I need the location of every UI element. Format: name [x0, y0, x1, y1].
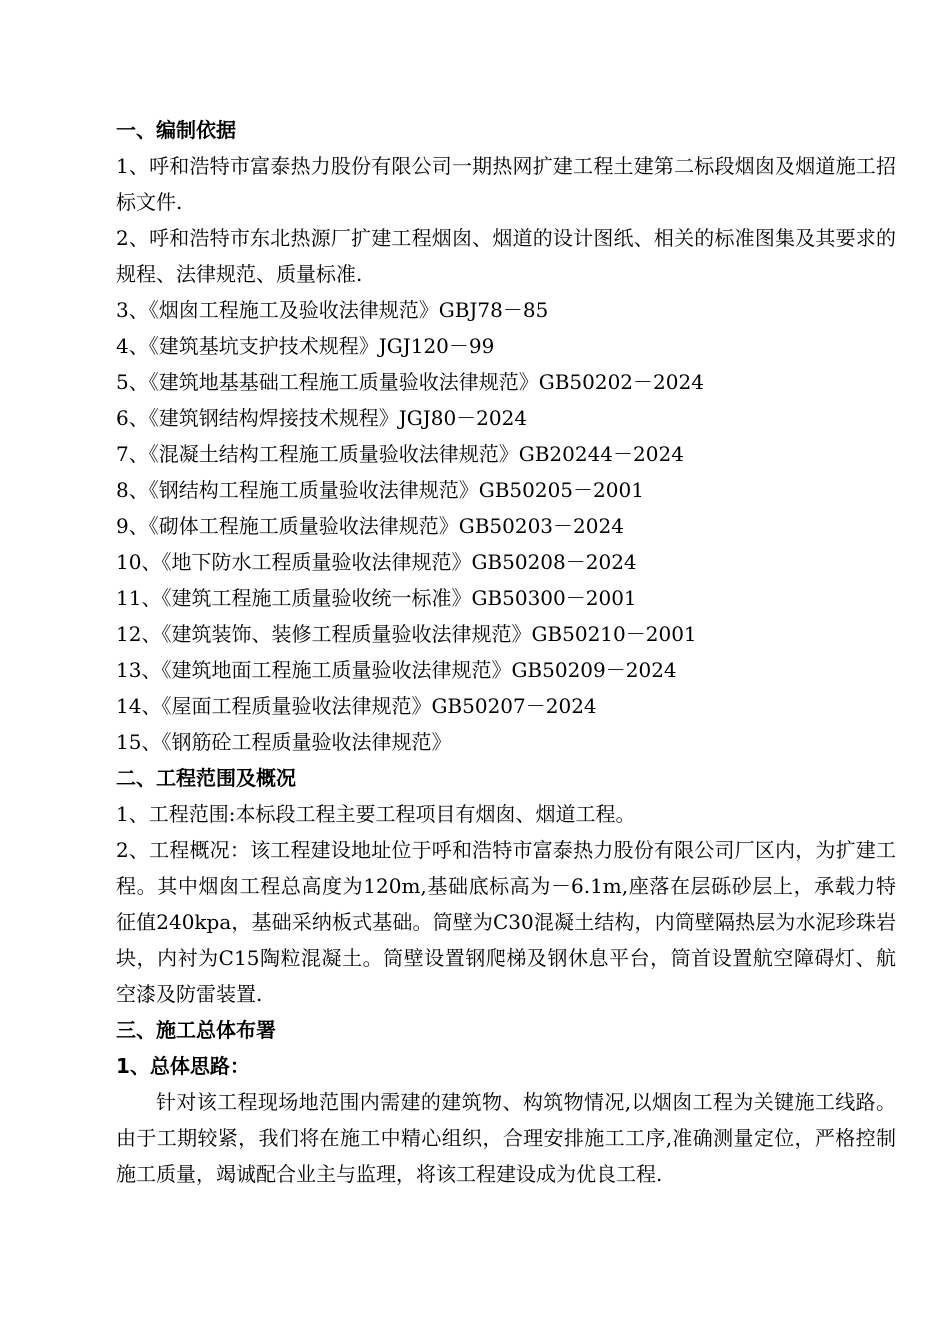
list-item: 9、《砌体工程施工质量验收法律规范》GB50203－2024	[116, 514, 624, 538]
scope-item-1: 1、工程范围:本标段工程主要工程项目有烟囱、烟道工程。	[116, 802, 636, 826]
standards-list	[116, 292, 896, 760]
list-item: 14、《屋面工程质量验收法律规范》GB50207－2024	[116, 694, 597, 718]
list-item: 3、《烟囱工程施工及验收法律规范》GBJ78－85	[116, 298, 549, 322]
section-heading-deployment: 三、施工总体布署	[116, 1018, 276, 1042]
document-page	[116, 112, 896, 1192]
list-item: 7、《混凝土结构工程施工质量验收法律规范》GB20244－2024	[116, 442, 684, 466]
section-heading-scope: 二、工程范围及概况	[116, 766, 296, 790]
list-item: 13、《建筑地面工程施工质量验收法律规范》GB50209－2024	[116, 658, 677, 682]
basis-item-2: 2、呼和浩特市东北热源厂扩建工程烟囱、烟道的设计图纸、相关的标准图集及其要求的规程、法律规范、质量标准.	[116, 226, 896, 286]
list-item: 11、《建筑工程施工质量验收统一标准》GB50300－2001	[116, 586, 637, 610]
list-item: 8、《钢结构工程施工质量验收法律规范》GB50205－2001	[116, 478, 644, 502]
basis-item-1: 1、呼和浩特市富泰热力股份有限公司一期热网扩建工程土建第二标段烟囱及烟道施工招标文件.	[116, 154, 896, 214]
subsection-heading-approach: 1、总体思路：	[116, 1054, 250, 1078]
list-item: 6、《建筑钢结构焊接技术规程》JGJ80－2024	[116, 406, 528, 430]
list-item: 10、《地下防水工程质量验收法律规范》GB50208－2024	[116, 550, 637, 574]
list-item: 5、《建筑地基基础工程施工质量验收法律规范》GB50202－2024	[116, 370, 704, 394]
list-item: 12、《建筑装饰、装修工程质量验收法律规范》GB50210－2001	[116, 622, 697, 646]
overview-paragraph: 2、工程概况：该工程建设地址位于呼和浩特市富泰热力股份有限公司厂区内，为扩建工程。其中烟囱工程总高度为120m,基础底标高为－6.1m,座落在层砾砂层上，承载力特征值240kpa，基础采纳板式基础。筒壁为C30混凝土结构，内筒壁隔热层为水泥珍珠岩块，内衬为C15陶粒混凝土。筒壁设置钢爬梯及钢休息平台，筒首设置航空障碍灯、航空漆及防雷装置.	[116, 838, 896, 1006]
section-heading-basis: 一、编制依据	[116, 118, 236, 142]
list-item: 4、《建筑基坑支护技术规程》JGJ120－99	[116, 334, 495, 358]
approach-paragraph: 针对该工程现场地范围内需建的建筑物、构筑物情况,以烟囱工程为关键施工线路。由于工期较紧，我们将在施工中精心组织，合理安排施工工序,准确测量定位，严格控制施工质量，竭诚配合业主与监理，将该工程建设成为优良工程.	[116, 1090, 896, 1186]
list-item: 15、《钢筋砼工程质量验收法律规范》	[116, 730, 452, 754]
